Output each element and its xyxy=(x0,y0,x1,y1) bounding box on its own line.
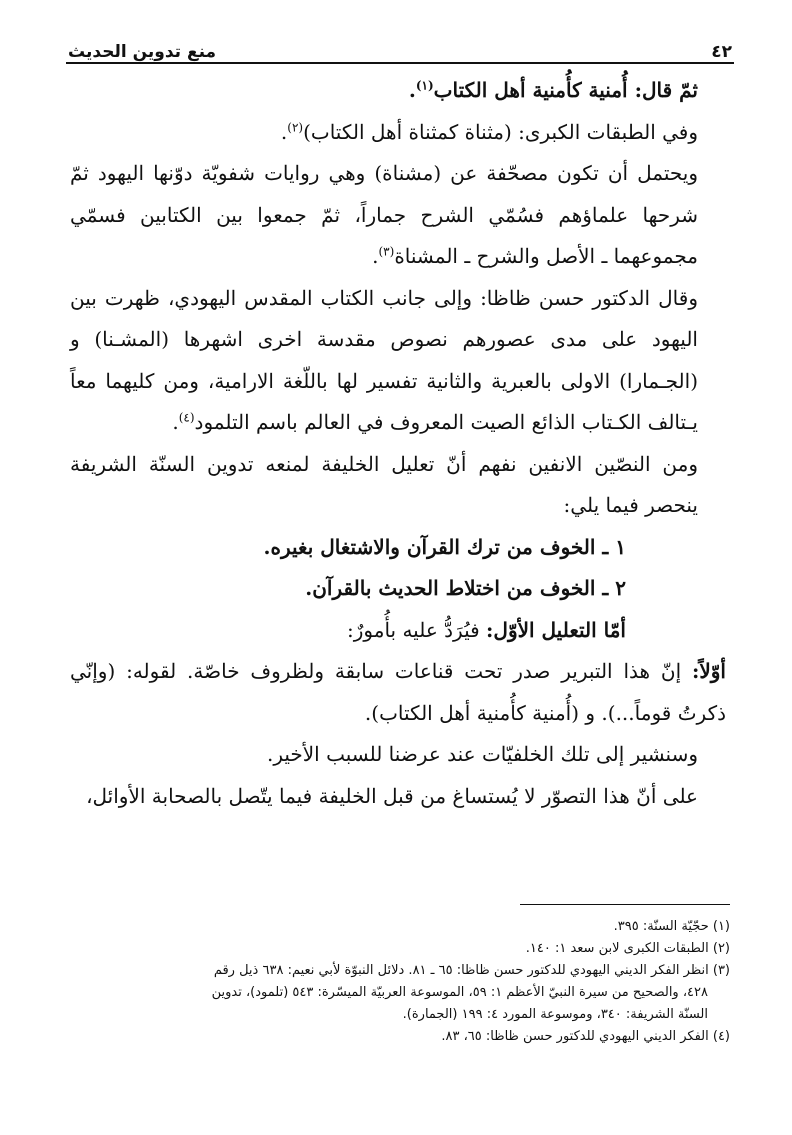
footnote-continuation: السنّة الشريفة: ٣٤٠، وموسوعة المورد ٤: ١٩٩ (الجمارة). xyxy=(402,1007,708,1022)
section-heading: أمّا التعليل الأوّل: xyxy=(486,617,626,642)
paragraph: ويحتمل أن تكون مصحّفة عن (مشناة) وهي روايات شفويّة دوّنها اليهود ثمّ شرحها علماؤهم فسُمّي الشرح جماراً، ثمّ جمعوا بين الكتابين فسمّي مجموعهما ـ الأصل والشرح ـ المشناة$^{(٣)}$. xyxy=(70,161,698,268)
list-item: ١ ـ الخوف من ترك القرآن والاشتغال بغيره. xyxy=(263,534,626,559)
footnotes xyxy=(68,916,730,1048)
paragraph: وفي الطبقات الكبرى: (مثناة كمثناة أهل الكتاب)$^{(٢)}$. xyxy=(280,119,698,144)
paragraph: أمّا التعليل الأوّل: فيُرَدُّ عليه بأُمورٌ: xyxy=(347,617,626,642)
page-header xyxy=(68,28,732,62)
paragraph: ثمّ قال: أُمنية كأُمنية أهل الكتاب$^{(١)}$. xyxy=(408,78,698,102)
paragraph: على أنّ هذا التصوّر لا يُستساغ من قبل الخليفة فيما يتّصل بالصحابة الأوائل، xyxy=(86,783,698,808)
footnote: (٢) الطبقات الكبرى لابن سعد ١: ١٤٠. xyxy=(525,941,730,956)
footnote: (١) حجّيّة السنّة: ٣٩٥. xyxy=(613,919,730,934)
paragraph: ومن النصّين الانفين نفهم أنّ تعليل الخليفة لمنعه تدوين السنّة الشريفة ينحصر فيما يلي: xyxy=(70,451,698,517)
footnote-reference: (١) xyxy=(415,78,434,93)
running-title: منع تدوين الحديث xyxy=(68,42,217,62)
footnote: (٤) الفكر الديني اليهودي للدكتور حسن ظاظا: ٦٥، ٨٣. xyxy=(441,1029,730,1044)
page-number: ٤٢ xyxy=(711,42,732,62)
footnote-reference: (٤) xyxy=(178,410,195,425)
main-text xyxy=(70,70,726,817)
footnote-continuation: ٤٢٨، والصحيح من سيرة النبيّ الأعظم ١: ٥٩، الموسوعة العربيّة الميسّرة: ٥٤٣ (تلمود)، تدوين xyxy=(211,985,708,1000)
paragraph: وسنشير إلى تلك الخلفيّات عند عرضنا للسبب الأخير. xyxy=(266,742,698,766)
paragraph: وقال الدكتور حسن ظاظا: وإلى جانب الكتاب المقدس اليهودي، ظهرت بين اليهود على مدى عصورهم نصوص مقدسة اخرى اشهرها (المشـنا) و (الجـمارا) الاولى بالعبرية والثانية تفسير لها باللّغة الارامية، ومن كليهما معاً يـتالف الكـتاب الذائع الصيت المعروف في العالم باسم التلمود$^{(٤)}$. xyxy=(70,285,698,434)
point-heading: أوّلاً: xyxy=(691,659,726,683)
footnote: (٣) انظر الفكر الديني اليهودي للدكتور حسن ظاظا: ٦٥ ـ ٨١. دلائل النبوّة لأبي نعيم: ٦٣٨ ذيل رقم xyxy=(213,963,730,978)
paragraph: أوّلاً: إنّ هذا التبرير صدر تحت قناعات سابقة ولظروف خاصّة. لقوله: (وإنّي ذكرتُ قوماً...). و (أُمنية كأُمنية أهل الكتاب). xyxy=(70,659,726,725)
header-divider xyxy=(66,62,734,64)
footnote-divider xyxy=(520,904,730,905)
list-item: ٢ ـ الخوف من اختلاط الحديث بالقرآن. xyxy=(305,576,626,600)
footnote-reference: (٣) xyxy=(378,244,395,259)
footnote-reference: (٢) xyxy=(287,119,304,134)
